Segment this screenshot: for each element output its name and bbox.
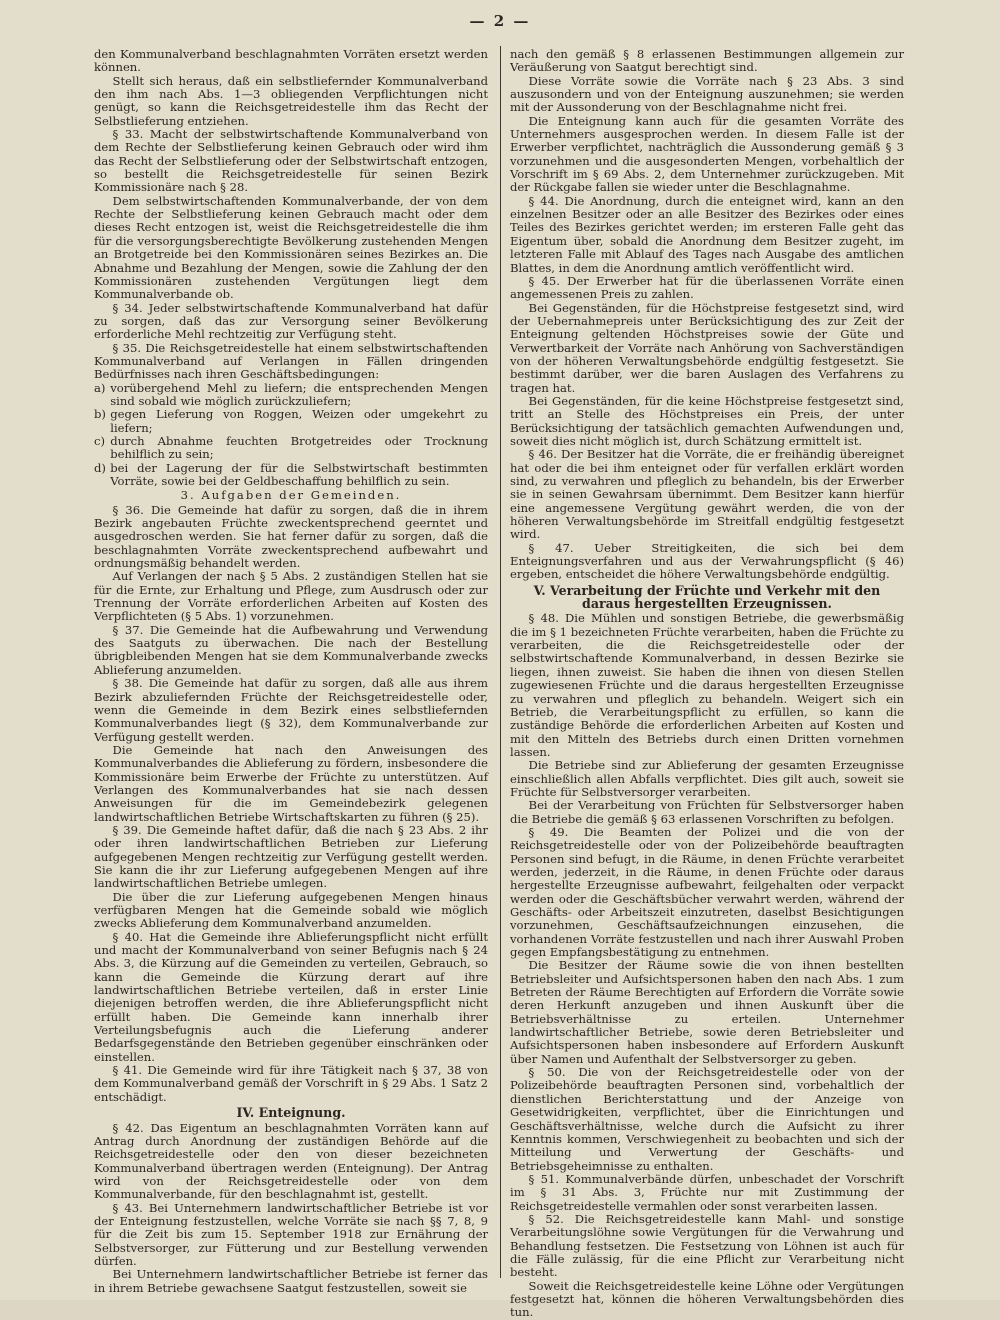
left-column [94,47,488,1295]
list-marker: d) [94,460,106,475]
paragraph [510,799,904,826]
paragraph-text: § 34. Jeder selbstwirtschaftende Kommunalverband hat dafür zu sorgen, daß das zur Versorgung seiner Bevölkerung erforderliche Mehl rechtzeitig zur Verfügung steht. [94,300,488,342]
paragraph-text: § 45. Der Erwerber hat für die überlassenen Vorräte einen angemessenen Preis zu zahlen. [510,273,904,302]
section-heading [94,489,488,502]
list-item [94,462,488,489]
paragraph [510,759,904,799]
list-marker: a) [94,380,106,395]
paragraph [94,1122,488,1202]
paragraph-text: Die Betriebe sind zur Ablieferung der gesamten Erzeugnisse einschließlich allen Abfalls verpflichtet. Dies gilt auch, soweit sie Früchte für Selbstversorger verarbeiten. [510,758,904,799]
paragraph-text: § 47. Ueber Streitigkeiten, die sich bei dem Enteignungsverfahren und aus der Verwahrungspflicht (§ 46) ergeben, entscheidet die höhere Verwaltungsbehörde endgültig. [510,540,904,582]
paragraph [510,75,904,115]
paragraph [510,115,904,195]
paragraph [510,826,904,959]
paragraph [510,1066,904,1173]
paragraph [94,824,488,891]
paragraph-text: IV. Enteignung. [236,1105,346,1121]
paragraph-text: § 48. Die Mühlen und sonstigen Betriebe, die gewerbsmäßig die im § 1 bezeichneten Früchte verarbeiten, haben die Früchte zu verarbeiten, die die Reichsgetreidestelle oder der selbstwirtschaftende Kommunalverband, in dessen Bezirke sie liegen, ihnen zuweist. Sie haben die ihnen von diesen Stellen zugewiesenen Früchte und die daraus hergestellten Erzeugnisse zu verwahren und pfleglich zu behandeln. Weigert sich ein Betrieb, die Verarbeitungspflicht zu erfüllen, so kann die zuständige Behörde die erforderlichen Arbeiten auf Kosten und mit den Mitteln des Betriebs durch einen Dritten vornehmen lassen. [510,611,904,759]
paragraph [94,342,488,382]
paragraph-text: § 38. Die Gemeinde hat dafür zu sorgen, daß alle aus ihrem Bezirk abzuliefernden Früchte der Reichsgetreidestelle oder, wenn die Gemeinde in dem Bezirk eines selbstliefernden Kommunalverbandes liegt (§ 32), dem Kommunalverbande zur Verfügung gestellt werden. [94,676,488,744]
paragraph [510,275,904,302]
paragraph-text: Bei Gegenständen, für die Höchstpreise festgesetzt sind, wird der Uebernahmepreis unter Berücksichtigung des zur Zeit der Enteignung geltenden Höchstpreises sowie der Güte und Verwertbarkeit der Vorräte nach Anhörung von Sachverständigen von der höheren Verwaltungsbehörde endgültig festgesetzt. Sie bestimmt darüber, wer die baren Auslagen des Verfahrens zu tragen hat. [510,300,904,395]
paragraph [510,195,904,275]
paragraph-text: gegen Lieferung von Roggen, Weizen oder umgekehrt zu liefern; [110,407,488,435]
paragraph-text: Dem selbstwirtschaftenden Kommunalverbande, der von dem Rechte der Selbstlieferung keinen Gebrauch macht oder dem dieses Recht entzogen ist, weist die Reichsgetreidestelle die ihm für die versorgungsberechtigte Bevölkerung zustehenden Mengen an Brotgetreide bei den Kommissionären seines Bezirkes an. Die Abnahme und Bezahlung der Mengen, sowie die Zahlung der den Kommissionären zustehenden Vergütungen liegt dem Kommunalverbande ob. [94,193,488,302]
paragraph-text: Bei der Verarbeitung von Früchten für Selbstversorger haben die Betriebe die gemäß § 63 erlassenen Vorschriften zu befolgen. [510,798,904,826]
paragraph [510,302,904,395]
right-column [510,47,904,1320]
paragraph-text: Auf Verlangen der nach § 5 Abs. 2 zuständigen Stellen hat sie für die Ernte, zur Erhaltung und Pflege, zum Ausdrusch oder zur Trennung der Vorräte erforderlichen Arbeiten auf Kosten des Verpflichteten (§ 5 Abs. 1) vorzunehmen. [94,569,488,624]
paragraph-text: Die Besitzer der Räume sowie die von ihnen bestellten Betriebsleiter und Aufsichtspersonen haben den nach Abs. 1 zum Betreten der Räume Berechtigten auf Erfordern die Vorräte sowie deren Herkunft anzugeben und ihnen Auskunft über die Betriebsverhältnisse zu erteilen. Unternehmer landwirtschaftlicher Betriebe, sowie deren Betriebsleiter und Aufsichtspersonen haben insbesondere auf Erfordern Auskunft über Namen und Aufenthalt der Selbstversorger zu geben. [510,958,904,1066]
paragraph-text: Bei Gegenständen, für die keine Höchstpreise festgesetzt sind, tritt an Stelle des Höchstpreises ein Preis, der unter Berücksichtigung der tatsächlich gemachten Aufwendungen und, soweit dies nicht möglich ist, durch Schätzung ermittelt ist. [510,393,904,448]
list-item [94,435,488,462]
paragraph-text: § 39. Die Gemeinde haftet dafür, daß die nach § 23 Abs. 2 ihr oder ihren landwirtschaftlichen Betrieben zur Lieferung aufgegebenen Mengen rechtzeitig zur Verfügung gestellt werden. Sie kann die ihr zur Lieferung aufgegebenen Mengen auf ihre landwirtschaftlichen Betriebe umlegen. [94,822,488,891]
list-item [94,408,488,435]
paragraph-text: § 50. Die von der Reichsgetreidestelle oder von der Polizeibehörde beauftragten Personen sind, vorbehaltlich der dienstlichen Berichterstattung und der Anzeige von Gesetwidrigkeiten, verpflichtet, über die Einrichtungen und Geschäftsverhältnisse, welche durch die Aufsicht zu ihrer Kenntnis kommen, Verschwiegenheit zu beobachten und sich der Mitteilung und Verwertung der Geschäfts- und Betriebsgeheimnisse zu enthalten. [510,1065,904,1173]
paragraph [510,1280,904,1320]
list-item [94,382,488,409]
paragraph-text: § 35. Die Reichsgetreidestelle hat einem selbstwirtschaftenden Kommunalverband auf Verlangen in Fällen dringenden Bedürfnisses nach ihren Geschäftsbedingungen: [94,340,488,382]
paragraph-text: Die über die zur Lieferung aufgegebenen Mengen hinaus verfügbaren Mengen hat die Gemeinde sobald wie möglich zwecks Ablieferung dem Kommunalverband anzumelden. [94,889,488,931]
paragraph [510,959,904,1066]
paragraph-text: § 43. Bei Unternehmern landwirtschaftlicher Betriebe ist vor der Enteignung festzustellen, welche Vorräte sie nach §§ 7, 8, 9 für die Zeit bis zum 15. September 1918 zur Ernährung der Selbstversorger, zur Fütterung und zur Bestellung verwenden dürfen. [94,1200,488,1268]
section-heading [94,1106,488,1119]
paragraph-text: § 44. Die Anordnung, durch die enteignet wird, kann an den einzelnen Besitzer oder an alle Besitzer des Bezirkes oder eines Teiles des Bezirkes gerichtet werden; im ersteren Falle geht das Eigentum über, sobald die Anordnung dem Besitzer zugeht, im letzteren Falle mit Ablauf des Tages nach Ausgabe des amtlichen Blattes, in dem die Anordnung amtlich veröffentlicht wird. [510,193,904,275]
paragraph [94,677,488,744]
section-heading [510,584,904,611]
paragraph [94,624,488,677]
paragraph-text: § 42. Das Eigentum an beschlagnahmten Vorräten kann auf Antrag durch Anordnung der zuständigen Behörde auf die Reichsgetreidestelle oder den von dieser bezeichneten Kommunalverband übertragen werden (Enteignung). Der Antrag wird von der Reichsgetreidestelle oder von dem Kommunalverbande, für den beschlagnahmt ist, gestellt. [94,1120,488,1202]
paragraph-text: den Kommunalverband beschlagnahmten Vorräten ersetzt werden können. [94,47,488,75]
paragraph [510,542,904,582]
paragraph [94,128,488,195]
paragraph [510,448,904,541]
paragraph-text: vorübergehend Mehl zu liefern; die entsprechenden Mengen sind sobald wie möglich zurückzuliefern; [110,380,488,408]
paragraph [510,395,904,448]
paragraph-text: durch Abnahme feuchten Brotgetreides oder Trocknung behilflich zu sein; [110,433,488,462]
paragraph-text: § 41. Die Gemeinde wird für ihre Tätigkeit nach § 37, 38 von dem Kommunalverband gemäß der Vorschrift in § 29 Abs. 1 Satz 2 entschädigt. [94,1063,488,1104]
paragraph-text: § 46. Der Besitzer hat die Vorräte, die er freihändig übereignet hat oder die bei ihm enteignet oder für verfallen erklärt worden sind, zu verwahren und pfleglich zu behandeln, bis der Erwerber sie in seinen Gewahrsam übernimmt. Dem Besitzer kann hierfür eine angemessene Vergütung gewährt werden, die von der höheren Verwaltungsbehörde im Streitfall endgültig festgesetzt wird. [510,447,904,542]
paragraph [510,48,904,75]
paragraph [94,1268,488,1295]
paragraph-text: § 36. Die Gemeinde hat dafür zu sorgen, daß die in ihrem Bezirk angebauten Früchte zweckentsprechend geerntet und ausgedroschen werden. Sie hat ferner dafür zu sorgen, daß die beschlagnahmten Vorräte zweckentsprechend aufbewahrt und ordnungsmäßig behandelt werden. [94,502,488,571]
paragraph [94,1064,488,1104]
paragraph [94,931,488,1064]
paragraph [94,570,488,623]
paragraph [510,1173,904,1213]
paragraph [94,195,488,302]
column-divider [500,46,501,1278]
paragraph [94,1202,488,1269]
paragraph-text: 3. Aufgaben der Gemeinden. [180,488,402,503]
paragraph-text: nach den gemäß § 8 erlassenen Bestimmungen allgemein zur Veräußerung von Saatgut berechtigt sind. [510,47,904,75]
paragraph [510,612,904,759]
paragraph-text: Stellt sich heraus, daß ein selbstliefernder Kommunalverband den ihm nach Abs. 1—3 obliegenden Verpflichtungen nicht genügt, so kann die Reichsgetreidestelle ihm das Recht der Selbstlieferung entziehen. [94,73,488,128]
paragraph [94,75,488,128]
list-marker: b) [94,407,106,422]
paragraph [94,48,488,75]
paragraph-text: Die Enteignung kann auch für die gesamten Vorräte des Unternehmers ausgesprochen werden. In diesem Falle ist der Erwerber verpflichtet, nachträglich die Aussonderung gemäß § 3 vorzunehmen und die ausgesonderten Mengen, vorbehaltlich der Vorschrift im § 69 Abs. 2, dem Unternehmer zurückzugeben. Mit der Rückgabe fallen sie wieder unter die Beschlagnahme. [510,113,904,195]
paragraph-text: § 33. Macht der selbstwirtschaftende Kommunalverband von dem Rechte der Selbstlieferung keinen Gebrauch oder wird ihm das Recht der Selbstlieferung oder der Selbstwirtschaft entzogen, so bestellt die Reichsgetreidestelle für seinen Bezirk Kommissionäre nach § 28. [94,127,488,195]
paragraph-text: bei der Lagerung der für die Selbstwirtschaft bestimmten Vorräte, sowie bei der Geldbeschaffung behilflich zu sein. [110,460,488,488]
paragraph [94,302,488,342]
paragraph-text: V. Verarbeitung der Früchte und Verkehr mit den daraus hergestellten Erzeugnissen. [533,582,881,612]
paragraph-text: § 51. Kommunalverbände dürfen, unbeschadet der Vorschrift im § 31 Abs. 3, Früchte nur mit Zustimmung der Reichsgetreidestelle vermahlen oder sonst verarbeiten lassen. [510,1171,904,1213]
page-number: — 2 — [469,12,531,30]
list-marker: c) [94,433,106,448]
paragraph [94,504,488,571]
paragraph-text: § 40. Hat die Gemeinde ihre Ablieferungspflicht nicht erfüllt und macht der Kommunalverband von seiner Befugnis nach § 24 Abs. 3, die Kürzung auf die Gemeinden zu verteilen, Gebrauch, so kann die Gemeinde die Kürzung derart auf ihre landwirtschaftlichen Betriebe verteilen, daß in erster Linie diejenigen betroffen werden, die ihre Ablieferungspflicht nicht erfüllt haben. Die Gemeinde kann innerhalb ihrer Verteilungsbefugnis auch die Lieferung anderer Bedarfsgegenstände den Betrieben gegenüber einschränken oder einstellen. [94,929,488,1064]
paragraph-text: Diese Vorräte sowie die Vorräte nach § 23 Abs. 3 sind auszusondern und von der Enteignung auszunehmen; sie werden mit der Aussonderung von der Beschlagnahme nicht frei. [510,73,904,115]
paragraph-text: § 37. Die Gemeinde hat die Aufbewahrung und Verwendung des Saatguts zu überwachen. Die nach der Bestellung übrigbleibenden Mengen hat sie dem Kommunalverbande zwecks Ablieferung anzumelden. [94,622,488,677]
paragraph [510,1213,904,1280]
paragraph-text: § 49. Die Beamten der Polizei und die von der Reichsgetreidestelle oder von der Polizeibehörde beauftragten Personen sind befugt, in die Räume, in denen Früchte verarbeitet werden, jederzeit, in die Räume, in denen Früchte oder daraus hergestellte Erzeugnisse aufbewahrt, feilgehalten oder verpackt werden oder die Geschäftsbücher verwahrt werden, während der Geschäfts- oder Arbeitszeit einzutreten, daselbst Besichtigungen vorzunehmen, Geschäftsaufzeichnungen einzusehen, die vorhandenen Vorräte festzustellen und nach ihrer Auswahl Proben gegen Empfangsbestätigung zu entnehmen. [510,824,904,960]
paragraph-text: Die Gemeinde hat nach den Anweisungen des Kommunalverbandes die Ablieferung zu fördern, insbesondere die Kommissionäre beim Erwerbe der Früchte zu unterstützen. Auf Verlangen des Kommunalverbandes hat sie nach dessen Anweisungen für die im Gemeindebezirk gelegenen landwirtschaftlichen Betriebe Wirtschaftskarten zu führen (§ 25). [94,742,488,824]
paragraph [94,891,488,931]
paragraph-text: Soweit die Reichsgetreidestelle keine Löhne oder Vergütungen festgesetzt hat, können die höheren Verwaltungsbehörden dies tun. [510,1278,904,1320]
paragraph-text: Bei Unternehmern landwirtschaftlicher Betriebe ist ferner das in ihrem Betriebe gewachsene Saatgut festzustellen, soweit sie [94,1267,488,1295]
paragraph-text: § 52. Die Reichsgetreidestelle kann Mahl- und sonstige Verarbeitungslöhne sowie Vergütungen für die Verwahrung und Behandlung festsetzen. Die Festsetzung von Löhnen ist auch für die Fälle zulässig, für die eine Pflicht zur Verarbeitung nicht besteht. [510,1211,904,1280]
paragraph [94,744,488,824]
